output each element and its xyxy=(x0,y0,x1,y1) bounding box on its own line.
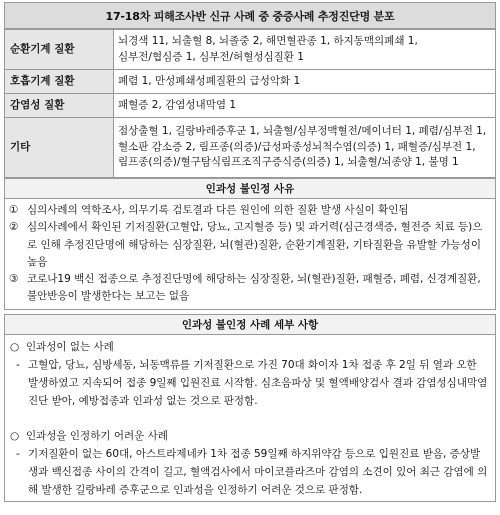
case-body-text: 고혈압, 당뇨, 심방세동, 뇌동맥류를 기저질환으로 가진 70대 화이자 1차 접종 후 2일 뒤 열과 오한 발생하였고 지속되어 접종 9일째 입원진료 시작함. 심초음파상 및 혈액배양검사 결과 감염성심내막염 진단 받아, 예방접종과 인과성 없는 것으로 판정함. xyxy=(28,358,488,407)
category-line: 폐렴 1, 만성폐쇄성폐질환의 급성악화 1 xyxy=(118,74,301,87)
category-line: 림프종(의증)/혈구탐식림프조직구증식증(의증) 1, 뇌출혈/뇌종양 1, 불명 1 xyxy=(118,156,459,169)
category-label: 순환기계 질환 xyxy=(5,30,114,70)
table-row xyxy=(5,30,496,70)
table-row xyxy=(5,94,496,118)
case-body-text: 기저질환이 없는 60대, 아스트라제네카 1차 접종 59일째 하지위약감 등으로 입원진료 받음, 증상발생과 백신접종 사이의 간격이 길고, 혈액검사에서 마이코플라즈마 감염의 소견이 있어 최근 감염에 의해 발생한 길랑바레 증후군으로 인과성을 인정하기 어려운 것으로 판정함. xyxy=(28,447,488,496)
circle-bullet-icon: ○ xyxy=(10,340,20,353)
category-label: 기타 xyxy=(5,118,114,178)
circle-bullet-icon: ○ xyxy=(10,429,20,442)
category-line: 점상출혈 1, 길랑바레증후군 1, 뇌출혈/심부정맥혈전/메이너터 1, 폐렴/심부전 1, xyxy=(118,125,487,138)
category-line: 혈소판 감소증 2, 림프종(의증)/급성파종성뇌척수염(의증) 1, 패혈증/심부전 1, xyxy=(118,140,476,153)
item-number: ① xyxy=(9,204,19,216)
category-table xyxy=(4,29,496,178)
details-header: 인과성 불인정 사례 세부 사항 xyxy=(4,314,496,335)
item-number: ③ xyxy=(9,273,19,286)
table-row xyxy=(5,118,496,178)
table-row xyxy=(5,70,496,94)
category-line: 심부전/협심증 1, 심부전/허혈성심질환 1 xyxy=(118,50,304,63)
list-item xyxy=(9,202,490,219)
category-values xyxy=(114,94,496,118)
category-label: 감염성 질환 xyxy=(5,94,114,118)
item-text: 심의사례에서 확인된 기저질환(고혈압, 당뇨, 고지혈증 등) 및 과거력(심근경색증, 혈전증 치료 등)으로 인해 추정진단명에 해당하는 심장질환, 뇌(혈관)질환, 순환기계질환, 기타질환을 유발할 가능성이 높음 xyxy=(27,221,483,268)
category-line: 뇌경색 11, 뇌출혈 8, 뇌졸중 2, 해면혈관종 1, 하지동맥의폐쇄 1, xyxy=(118,35,418,47)
dash-bullet-icon: - xyxy=(16,358,20,371)
category-values xyxy=(114,118,496,178)
item-text: 심의사례의 역학조사, 의무기록 검토결과 다른 원인에 의한 질환 발생 사실이 확인됨 xyxy=(27,204,409,216)
category-values xyxy=(114,70,496,94)
dash-bullet-icon: - xyxy=(16,447,20,460)
item-number: ② xyxy=(9,221,19,234)
case-title-text: 인과성이 없는 사례 xyxy=(26,340,114,353)
case-title xyxy=(10,428,490,445)
list-item xyxy=(9,219,490,271)
item-text: 코로나19 백신 접종으로 추정진단명에 해당하는 심장질환, 뇌(혈관)질환, 패혈증, 폐렴, 신경계질환, 불안반응이 발생한다는 보고는 없음 xyxy=(27,273,481,303)
category-values xyxy=(114,30,496,70)
case-title-text: 인과성을 인정하기 어려운 사례 xyxy=(26,429,168,442)
case-body xyxy=(10,445,490,499)
category-label: 호흡기계 질환 xyxy=(5,70,114,94)
reasons-header: 인과성 불인정 사유 xyxy=(4,178,496,199)
details-list xyxy=(4,335,496,502)
category-line: 패혈증 2, 감염성내막염 1 xyxy=(118,98,236,111)
list-item xyxy=(9,271,490,306)
reasons-list xyxy=(4,199,496,310)
case-body xyxy=(10,356,490,410)
case-title xyxy=(10,339,490,356)
document-title: 17-18차 피해조사반 신규 사례 중 중증사례 추정진단명 분포 xyxy=(4,2,496,29)
